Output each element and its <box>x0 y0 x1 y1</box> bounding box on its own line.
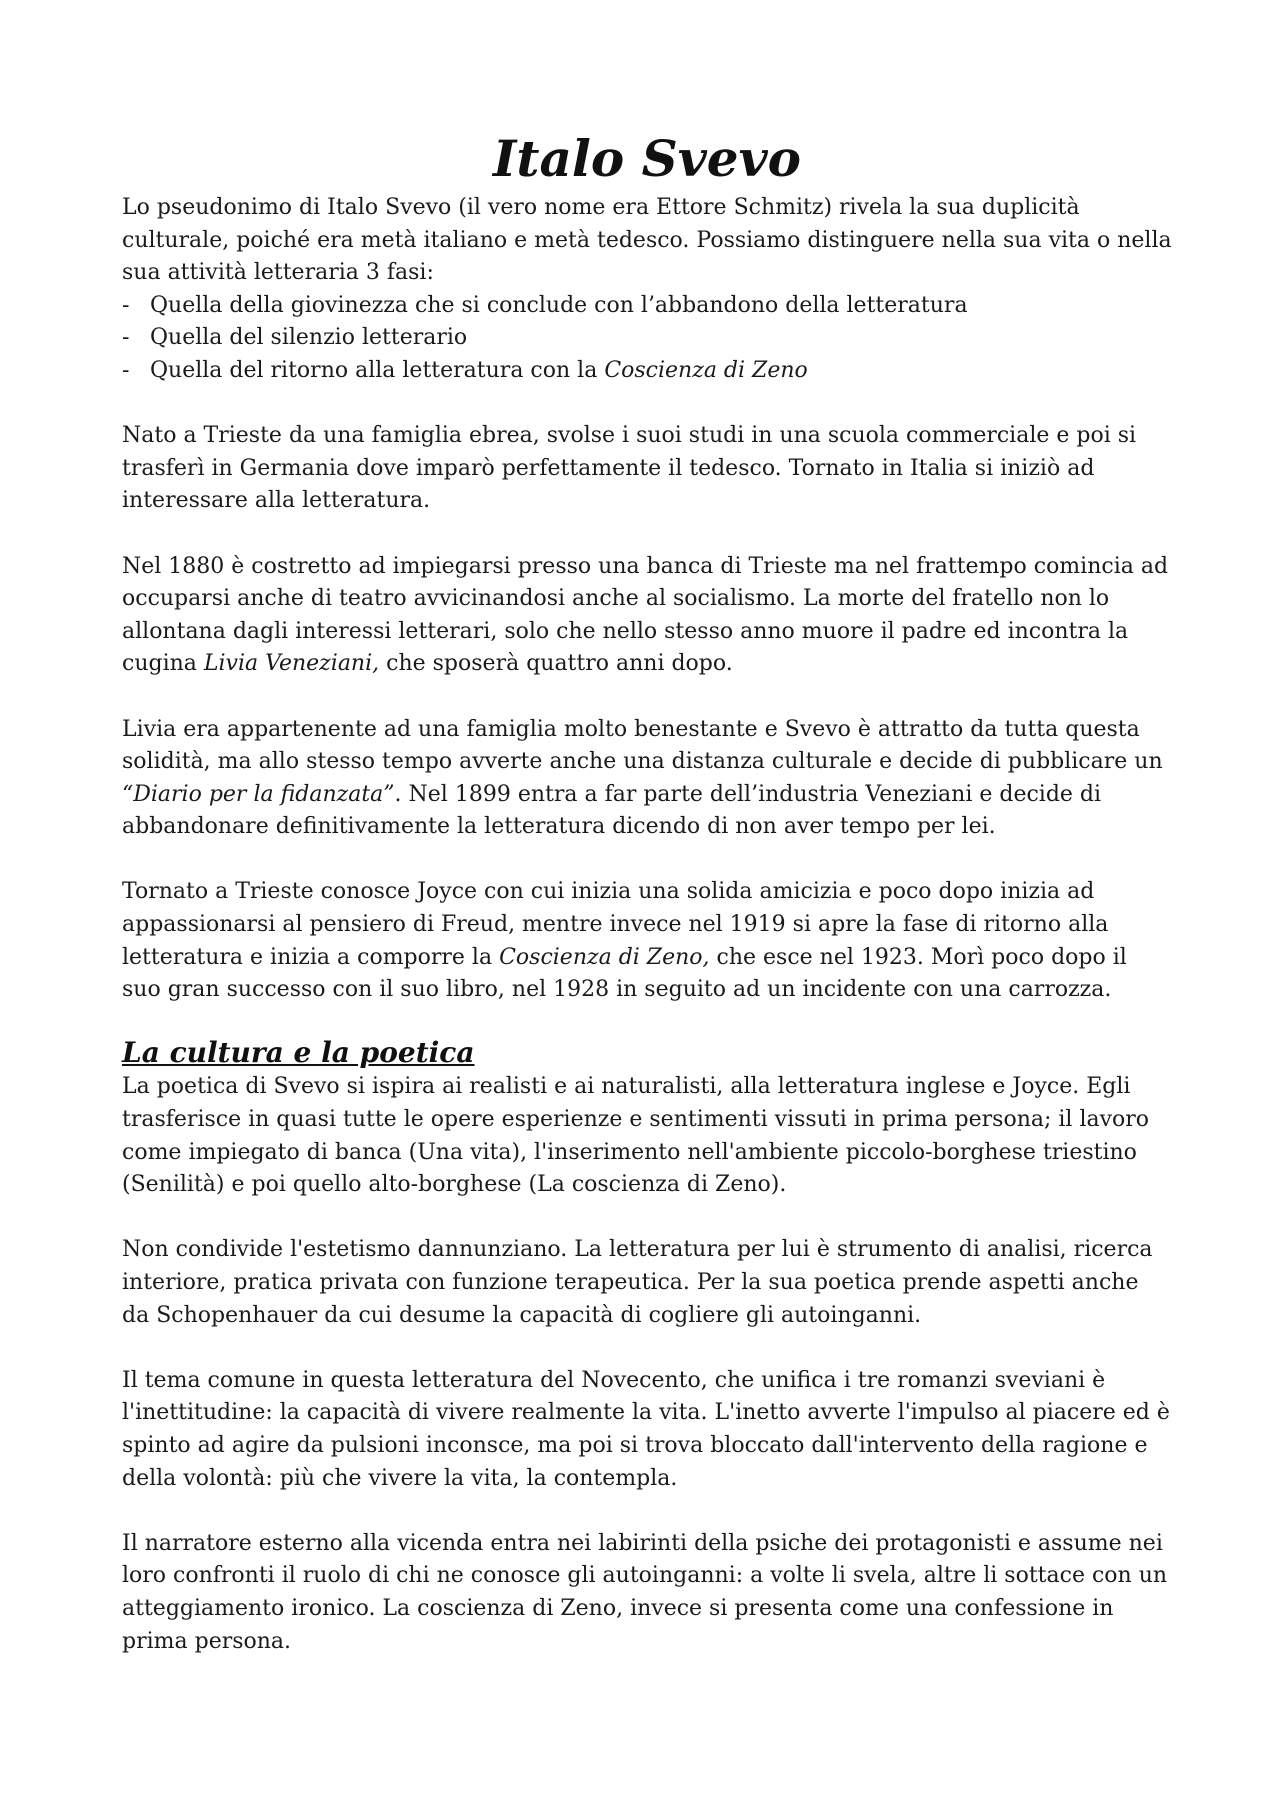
intro-paragraph: Lo pseudonimo di Italo Svevo (il vero nome era Ettore Schmitz) rivela la sua duplicità culturale, poiché era metà italiano e metà tedesco. Possiamo distinguere nella sua vita o nella sua attività letteraria 3 fasi: <box>122 195 1172 286</box>
name-italic: Livia Veneziani, <box>203 651 380 677</box>
list-item: - Quella del ritorno alla letteratura con la Coscienza di Zeno <box>122 355 1172 388</box>
paragraph-tema: Il tema comune in questa letteratura del Novecento, che unifica i tre romanzi sveviani è l'inettitudine: la capacità di vivere realmente la vita. L'inetto avverte l'impulso al piacere ed è spinto ad agire da pulsioni inconsce, ma poi si trova bloccato dall'intervento della ragione e della volontà: più che vivere la vita, la contempla. <box>122 1367 1170 1491</box>
dash-bullet: - <box>122 325 130 351</box>
section-heading: La cultura e la poetica <box>122 1036 475 1070</box>
paragraph-narratore: Il narratore esterno alla vicenda entra nei labirinti della psiche dei protagonisti e assume nei loro confronti il ruolo di chi ne conosce gli autoinganni: a volte li svela, altre li sottace con un atteggiamento ironico. La coscienza di Zeno, invece si presenta come una confessione in prima persona. <box>122 1530 1168 1654</box>
page-title: Italo Svevo <box>492 129 801 188</box>
paragraph-estetismo: Non condivide l'estetismo dannunziano. La letteratura per lui è strumento di analisi, ricerca interiore, pratica privata con funzione terapeutica. Per la sua poetica prende aspetti anche da Schopenhauer da cui desume la capacità di cogliere gli autoinganni. <box>122 1237 1153 1328</box>
paragraph-1880: Nel 1880 è costretto ad impiegarsi presso una banca di Trieste ma nel frattempo comincia ad occuparsi anche di teatro avvicinandosi anche al socialismo. La morte del fratello non lo allontana dagli interessi letterari, solo che nello stesso anno muore il padre ed incontra la cugina Livia Veneziani, che sposerà quattro anni dopo. <box>122 553 1169 677</box>
diary-title-italic: “Diario per la fidanzata” <box>122 781 395 807</box>
dash-bullet: - <box>122 292 130 318</box>
book-title-italic: Coscienza di Zeno, <box>499 944 710 970</box>
book-title-italic: Coscienza di Zeno <box>604 357 808 383</box>
dash-bullet: - <box>122 357 130 383</box>
paragraph-livia: Livia era appartenente ad una famiglia molto benestante e Svevo è attratto da tutta questa solidità, ma allo stesso tempo avverte anche una distanza culturale e decide di pubblicare un “Diario per la fidanzata”. Nel 1899 entra a far parte dell’industria Veneziani e decide di abbandonare definitivamente la letteratura dicendo di non aver tempo per lei. <box>122 716 1163 840</box>
paragraph-poetica: La poetica di Svevo si ispira ai realisti e ai naturalisti, alla letteratura inglese e Joyce. Egli trasferisce in quasi tutte le opere esperienze e sentimenti vissuti in prima persona; il lavoro come impiegato di banca (Una vita), l'inserimento nell'ambiente piccolo-borghese triestino (Senilità) e poi quello alto-borghese (La coscienza di Zeno). <box>122 1074 1150 1198</box>
document-page <box>122 128 1172 1691</box>
list-item: - Quella della giovinezza che si conclude con l’abbandono della letteratura <box>122 290 1172 323</box>
paragraph-joyce: Tornato a Trieste conosce Joyce con cui inizia una solida amicizia e poco dopo inizia ad appassionarsi al pensiero di Freud, mentre invece nel 1919 si apre la fase di ritorno alla letteratura e inizia a comporre la Coscienza di Zeno, che esce nel 1923. Morì poco dopo il suo gran successo con il suo libro, nel 1928 in seguito ad un incidente con una carrozza. <box>122 879 1127 1003</box>
paragraph-nato: Nato a Trieste da una famiglia ebrea, svolse i suoi studi in una scuola commerciale e poi si trasferì in Germania dove imparò perfettamente il tedesco. Tornato in Italia si iniziò ad interessare alla letteratura. <box>122 423 1137 514</box>
list-item: - Quella del silenzio letterario <box>122 322 1172 355</box>
phases-list <box>122 290 1172 388</box>
